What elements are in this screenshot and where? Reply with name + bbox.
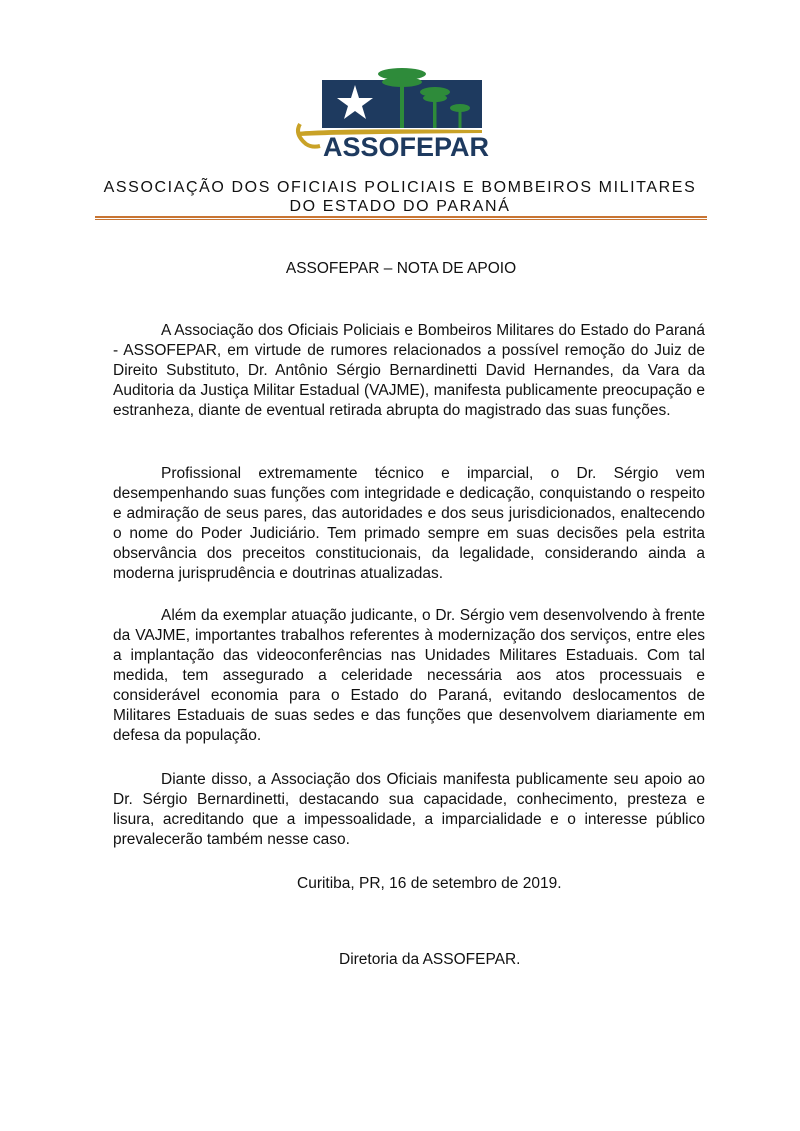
document-title: ASSOFEPAR – NOTA DE APOIO (285, 260, 517, 277)
header-divider-thin (95, 219, 707, 220)
body-paragraph: Diante disso, a Associação dos Oficiais manifesta publicamente seu apoio ao Dr. Sérgio Bernardinetti, destacando sua capacidade, conhecimento, presteza e lisura, acreditando que a impessoalidade, a imparcialidade e o interesse público prevalecerão também nesse caso. (113, 771, 705, 848)
signature-line: Diretoria da ASSOFEPAR. (339, 951, 521, 968)
organization-name (95, 178, 705, 216)
body-paragraph: Além da exemplar atuação judicante, o Dr. Sérgio vem desenvolvendo à frente da VAJME, importantes trabalhos referentes à modernização dos serviços, entre eles a implantação das videoconferências nas Unidades Militares Estaduais. Com tal medida, tem assegurado a celeridade necessária aos atos processuais e considerável economia para o Estado do Paraná, evitando deslocamentos de Militares Estaduais de suas sedes e das funções que desenvolvem diariamente em defesa da população. (113, 607, 705, 744)
organization-name-line2: DO ESTADO DO PARANÁ (289, 198, 511, 215)
organization-name-line1: ASSOCIAÇÃO DOS OFICIAIS POLICIAIS E BOMBEIROS MILITARES (103, 179, 697, 196)
date-line: Curitiba, PR, 16 de setembro de 2019. (297, 875, 562, 892)
logo-wordmark: ASSOFEPAR (323, 132, 490, 162)
body-paragraph: A Associação dos Oficiais Policiais e Bombeiros Militares do Estado do Paraná - ASSOFEPAR, em virtude de rumores relacionados a possível remoção do Juiz de Direito Substituto, Dr. Antônio Sérgio Bernardinetti David Hernandes, da Vara da Auditoria da Justiça Militar Estadual (VAJME), manifesta publicamente preocupação e estranheza, diante de eventual retirada abrupta do magistrado das suas funções. (113, 322, 705, 419)
body-paragraph: Profissional extremamente técnico e imparcial, o Dr. Sérgio vem desempenhando suas funções com integridade e dedicação, conquistando o respeito e admiração de seus pares, das autoridades e dos seus jurisdicionados, enaltecendo o nome do Poder Judiciário. Tem primado sempre em suas decisões pela estrita observância dos preceitos constitucionais, da legalidade, considerando ainda a moderna jurisprudência e doutrinas atualizadas. (113, 465, 705, 582)
header-divider (95, 216, 707, 218)
